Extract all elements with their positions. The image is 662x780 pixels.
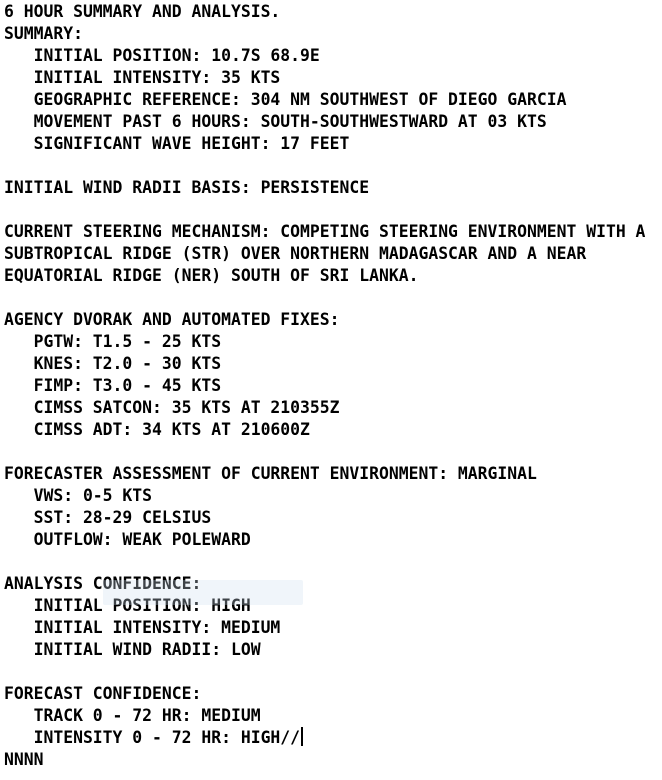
- text-line: EQUATORIAL RIDGE (NER) SOUTH OF SRI LANKA.: [4, 266, 419, 285]
- text-line: [4, 199, 662, 221]
- text-line: SIGNIFICANT WAVE HEIGHT: 17 FEET: [4, 134, 350, 153]
- text-line: SUBTROPICAL RIDGE (STR) OVER NORTHERN MADAGASCAR AND A NEAR: [4, 244, 587, 263]
- text-line: OUTFLOW: WEAK POLEWARD: [4, 530, 251, 549]
- text-line: [4, 441, 662, 463]
- text-line: [4, 155, 662, 177]
- text-line: INITIAL POSITION: 10.7S 68.9E: [4, 46, 320, 65]
- text-line: SST: 28-29 CELSIUS: [4, 508, 212, 527]
- text-line: CIMSS ADT: 34 KTS AT 210600Z: [4, 420, 310, 439]
- text-line: INITIAL INTENSITY: 35 KTS: [4, 68, 281, 87]
- text-line: CURRENT STEERING MECHANISM: COMPETING STEERING ENVIRONMENT WITH A: [4, 222, 646, 241]
- text-line: PGTW: T1.5 - 25 KTS: [4, 332, 222, 351]
- text-line: NNNN: [4, 750, 44, 769]
- text-line-content: INTENSITY 0 - 72 HR: HIGH//: [4, 728, 301, 747]
- text-line: KNES: T2.0 - 30 KTS: [4, 354, 222, 373]
- text-line: CIMSS SATCON: 35 KTS AT 210355Z: [4, 398, 340, 417]
- text-line: 6 HOUR SUMMARY AND ANALYSIS.: [4, 2, 281, 21]
- text-line: AGENCY DVORAK AND AUTOMATED FIXES:: [4, 310, 340, 329]
- text-line: INITIAL POSITION: HIGH: [4, 596, 251, 615]
- text-line-with-cursor: [4, 727, 662, 749]
- text-line: FIMP: T3.0 - 45 KTS: [4, 376, 222, 395]
- text-line: [4, 661, 662, 683]
- text-line: INITIAL WIND RADII: LOW: [4, 640, 261, 659]
- text-line: SUMMARY:: [4, 24, 83, 43]
- text-line: INITIAL WIND RADII BASIS: PERSISTENCE: [4, 178, 370, 197]
- text-line: VWS: 0-5 KTS: [4, 486, 153, 505]
- text-line: TRACK 0 - 72 HR: MEDIUM: [4, 706, 261, 725]
- text-line: FORECASTER ASSESSMENT OF CURRENT ENVIRONMENT: MARGINAL: [4, 464, 537, 483]
- text-line: MOVEMENT PAST 6 HOURS: SOUTH-SOUTHWESTWARD AT 03 KTS: [4, 112, 547, 131]
- text-line: [4, 551, 662, 573]
- text-line: FORECAST CONFIDENCE:: [4, 684, 202, 703]
- text-line: INITIAL INTENSITY: MEDIUM: [4, 618, 281, 637]
- text-cursor: [301, 727, 303, 746]
- text-line: [4, 287, 662, 309]
- text-line: ANALYSIS CONFIDENCE:: [4, 574, 202, 593]
- text-line: GEOGRAPHIC REFERENCE: 304 NM SOUTHWEST OF DIEGO GARCIA: [4, 90, 567, 109]
